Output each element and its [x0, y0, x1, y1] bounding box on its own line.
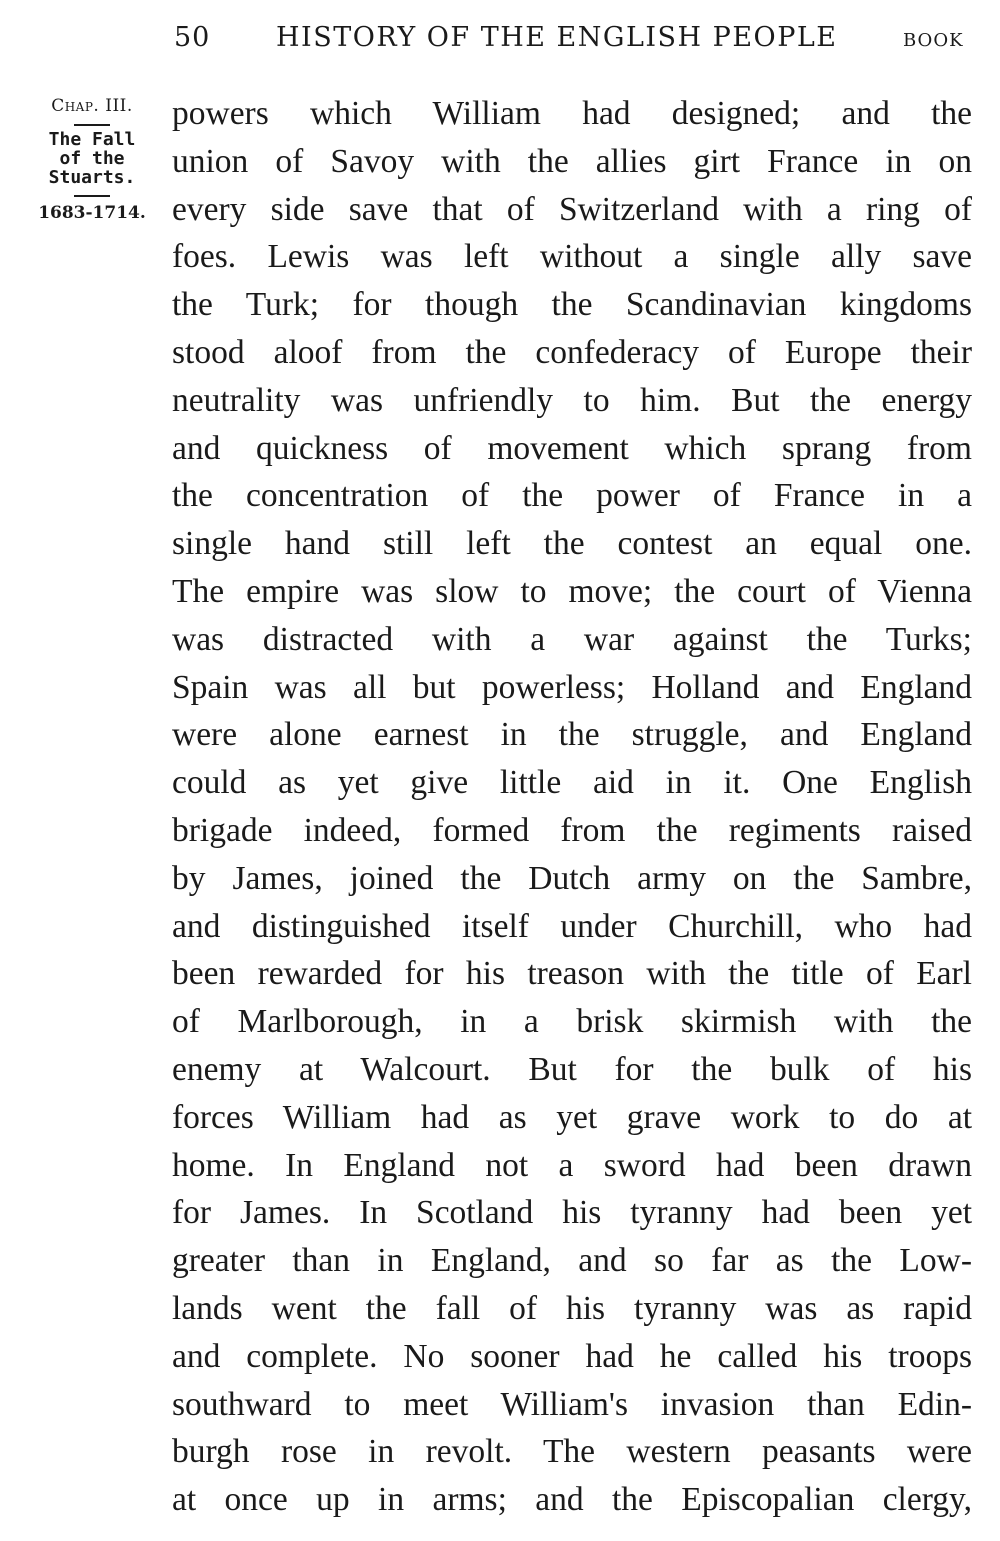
text-line: union of Savoy with the allies girt France in on — [172, 142, 972, 180]
topic-line-2: of the — [59, 148, 125, 169]
text-line: stood aloof from the confederacy of Europe their — [172, 333, 972, 371]
running-title: HISTORY OF THE ENGLISH PEOPLE — [276, 22, 838, 53]
text-line: could as yet give little aid in it. One English — [172, 764, 972, 802]
text-line: for James. In Scotland his tyranny had been yet — [172, 1194, 972, 1232]
text-line: and distinguished itself under Churchill, who had — [172, 907, 972, 945]
text-line: by James, joined the Dutch army on the Sambre, — [172, 859, 972, 897]
topic-line-1: The Fall — [48, 129, 136, 150]
text-line: the Turk; for though the Scandinavian kingdoms — [172, 286, 972, 324]
text-line: The empire was slow to move; the court of Vienna — [172, 572, 972, 610]
text-line: home. In England not a sword had been drawn — [172, 1146, 972, 1184]
text-line: of Marlborough, in a brisk skirmish with the — [172, 1003, 972, 1041]
page-number: 50 — [174, 22, 211, 53]
text-line: was distracted with a war against the Turks; — [172, 620, 972, 658]
text-line: Spain was all but powerless; Holland and England — [172, 668, 972, 706]
body-text — [172, 90, 972, 1524]
text-line: foes. Lewis was left without a single ally save — [172, 238, 972, 276]
text-line: at once up in arms; and the Episcopalian clergy, — [172, 1481, 972, 1519]
text-line: and quickness of movement which sprang from — [172, 429, 972, 467]
text-line: and complete. No sooner had he called his troops — [172, 1337, 972, 1375]
text-line: been rewarded for his treason with the title of Earl — [172, 955, 972, 993]
text-line: the concentration of the power of France in a — [172, 477, 972, 515]
margin-sidenote — [28, 96, 156, 223]
date-range: 1683-1714. — [38, 203, 146, 223]
text-line: forces William had as yet grave work to do at — [172, 1098, 972, 1136]
text-line: neutrality was unfriendly to him. But the energy — [172, 381, 972, 419]
sidenote-rule — [74, 124, 110, 126]
text-line: lands went the fall of his tyranny was as rapid — [172, 1289, 972, 1327]
text-line: greater than in England, and so far as the Low- — [172, 1242, 972, 1280]
book-label: BOOK — [903, 30, 964, 51]
text-line: single hand still left the contest an equal one. — [172, 525, 972, 563]
sidenote-rule — [74, 195, 110, 197]
text-line: southward to meet William's invasion than Edin- — [172, 1385, 972, 1423]
text-line: burgh rose in revolt. The western peasants were — [172, 1433, 972, 1471]
chapter-label: Chap. III. — [51, 96, 133, 116]
running-header — [0, 22, 1000, 58]
text-line: powers which William had designed; and the — [172, 95, 972, 132]
text-line: every side save that of Switzerland with a ring of — [172, 190, 972, 228]
text-line: enemy at Walcourt. But for the bulk of his — [172, 1050, 972, 1088]
text-line: were alone earnest in the struggle, and England — [172, 716, 972, 754]
topic-line-3: Stuarts. — [48, 167, 136, 188]
text-line: brigade indeed, formed from the regiments raised — [172, 811, 972, 849]
